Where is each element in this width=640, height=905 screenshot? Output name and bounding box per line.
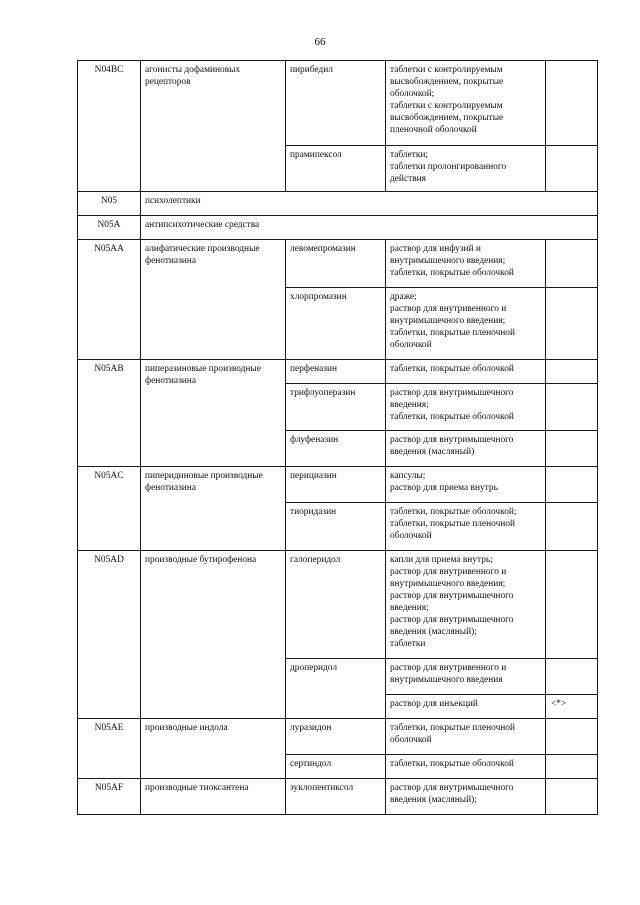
dosage-form: раствор для инъекций: [386, 695, 546, 719]
drug-name: перфеназин: [286, 360, 386, 384]
dosage-form: капли для приема внутрь; раствор для внутривенного и внутримышечного введения; раствор для внутримышечного введения; раствор для внутримышечного введения (масляный); таблетки: [386, 551, 546, 659]
dosage-form: раствор для внутримышечного введения; таблетки, покрытые оболочкой: [386, 384, 546, 431]
drug-name: дроперидол: [286, 659, 386, 719]
atc-code: N05AA: [78, 240, 141, 360]
note-cell: [546, 146, 598, 192]
group-name: антипсихотические средства: [141, 216, 598, 240]
group-name: пиперидиновые производные фенотиазина: [141, 467, 286, 551]
note-cell: [546, 240, 598, 288]
drug-classification-table: [77, 60, 598, 815]
atc-code: N05AC: [78, 467, 141, 551]
note-cell: [546, 659, 598, 695]
table-row: [78, 719, 598, 755]
note-cell: [546, 503, 598, 551]
group-name: производные тиоксантена: [141, 779, 286, 815]
drug-name: перициазин: [286, 467, 386, 503]
table-row: [78, 779, 598, 815]
drug-name: тиоридазин: [286, 503, 386, 551]
dosage-form: таблетки, покрытые оболочкой: [386, 755, 546, 779]
atc-code: N04BC: [78, 61, 141, 192]
dosage-form: раствор для внутривенного и внутримышечного введения: [386, 659, 546, 695]
drug-name: хлорпромазин: [286, 288, 386, 360]
note-cell: [546, 431, 598, 467]
drug-name: прамипексол: [286, 146, 386, 192]
note-cell: [546, 779, 598, 815]
table-row: [78, 467, 598, 503]
dosage-form: таблетки с контролируемым высвобождением, покрытые оболочкой; таблетки с контролируемым высвобождением, покрытые пленочной оболочкой: [386, 61, 546, 146]
dosage-form: капсулы; раствор для приема внутрь: [386, 467, 546, 503]
table-row: [78, 192, 598, 216]
atc-code: N05AB: [78, 360, 141, 467]
drug-name: пирибедил: [286, 61, 386, 146]
group-name: алифатические производные фенотиазина: [141, 240, 286, 360]
note-cell: <*>: [546, 695, 598, 719]
atc-code: N05AE: [78, 719, 141, 779]
note-cell: [546, 384, 598, 431]
drug-name: трифлуоперазин: [286, 384, 386, 431]
note-cell: [546, 551, 598, 659]
atc-code: N05AD: [78, 551, 141, 719]
drug-name: левомепромазин: [286, 240, 386, 288]
drug-name: луразидон: [286, 719, 386, 755]
note-cell: [546, 755, 598, 779]
dosage-form: раствор для инфузий и внутримышечного введения; таблетки, покрытые оболочкой: [386, 240, 546, 288]
note-cell: [546, 467, 598, 503]
page-number: 66: [314, 36, 326, 48]
drug-name: галоперидол: [286, 551, 386, 659]
dosage-form: драже; раствор для внутривенного и внутримышечного введения; таблетки, покрытые пленочной оболочкой: [386, 288, 546, 360]
group-name: производные индола: [141, 719, 286, 779]
table-row: [78, 240, 598, 288]
table-row: [78, 216, 598, 240]
note-cell: [546, 719, 598, 755]
atc-code: N05A: [78, 216, 141, 240]
atc-code: N05AF: [78, 779, 141, 815]
drug-name: сертиндол: [286, 755, 386, 779]
group-name: агонисты дофаминовых рецепторов: [141, 61, 286, 192]
table-row: [78, 61, 598, 146]
note-cell: [546, 61, 598, 146]
dosage-form: таблетки, покрытые оболочкой; таблетки, покрытые пленочной оболочкой: [386, 503, 546, 551]
note-cell: [546, 360, 598, 384]
group-name: пиперазиновые производные фенотиазина: [141, 360, 286, 467]
drug-name: зуклопентиксол: [286, 779, 386, 815]
atc-code: N05: [78, 192, 141, 216]
drug-name: флуфеназин: [286, 431, 386, 467]
dosage-form: раствор для внутримышечного введения (масляный);: [386, 779, 546, 815]
note-cell: [546, 288, 598, 360]
dosage-form: таблетки, покрытые оболочкой: [386, 360, 546, 384]
dosage-form: таблетки; таблетки пролонгированного действия: [386, 146, 546, 192]
dosage-form: раствор для внутримышечного введения (масляный): [386, 431, 546, 467]
dosage-form: таблетки, покрытые пленочной оболочкой: [386, 719, 546, 755]
group-name: производные бутирофенона: [141, 551, 286, 719]
group-name: психолептики: [141, 192, 598, 216]
table-row: [78, 360, 598, 384]
table-row: [78, 551, 598, 659]
